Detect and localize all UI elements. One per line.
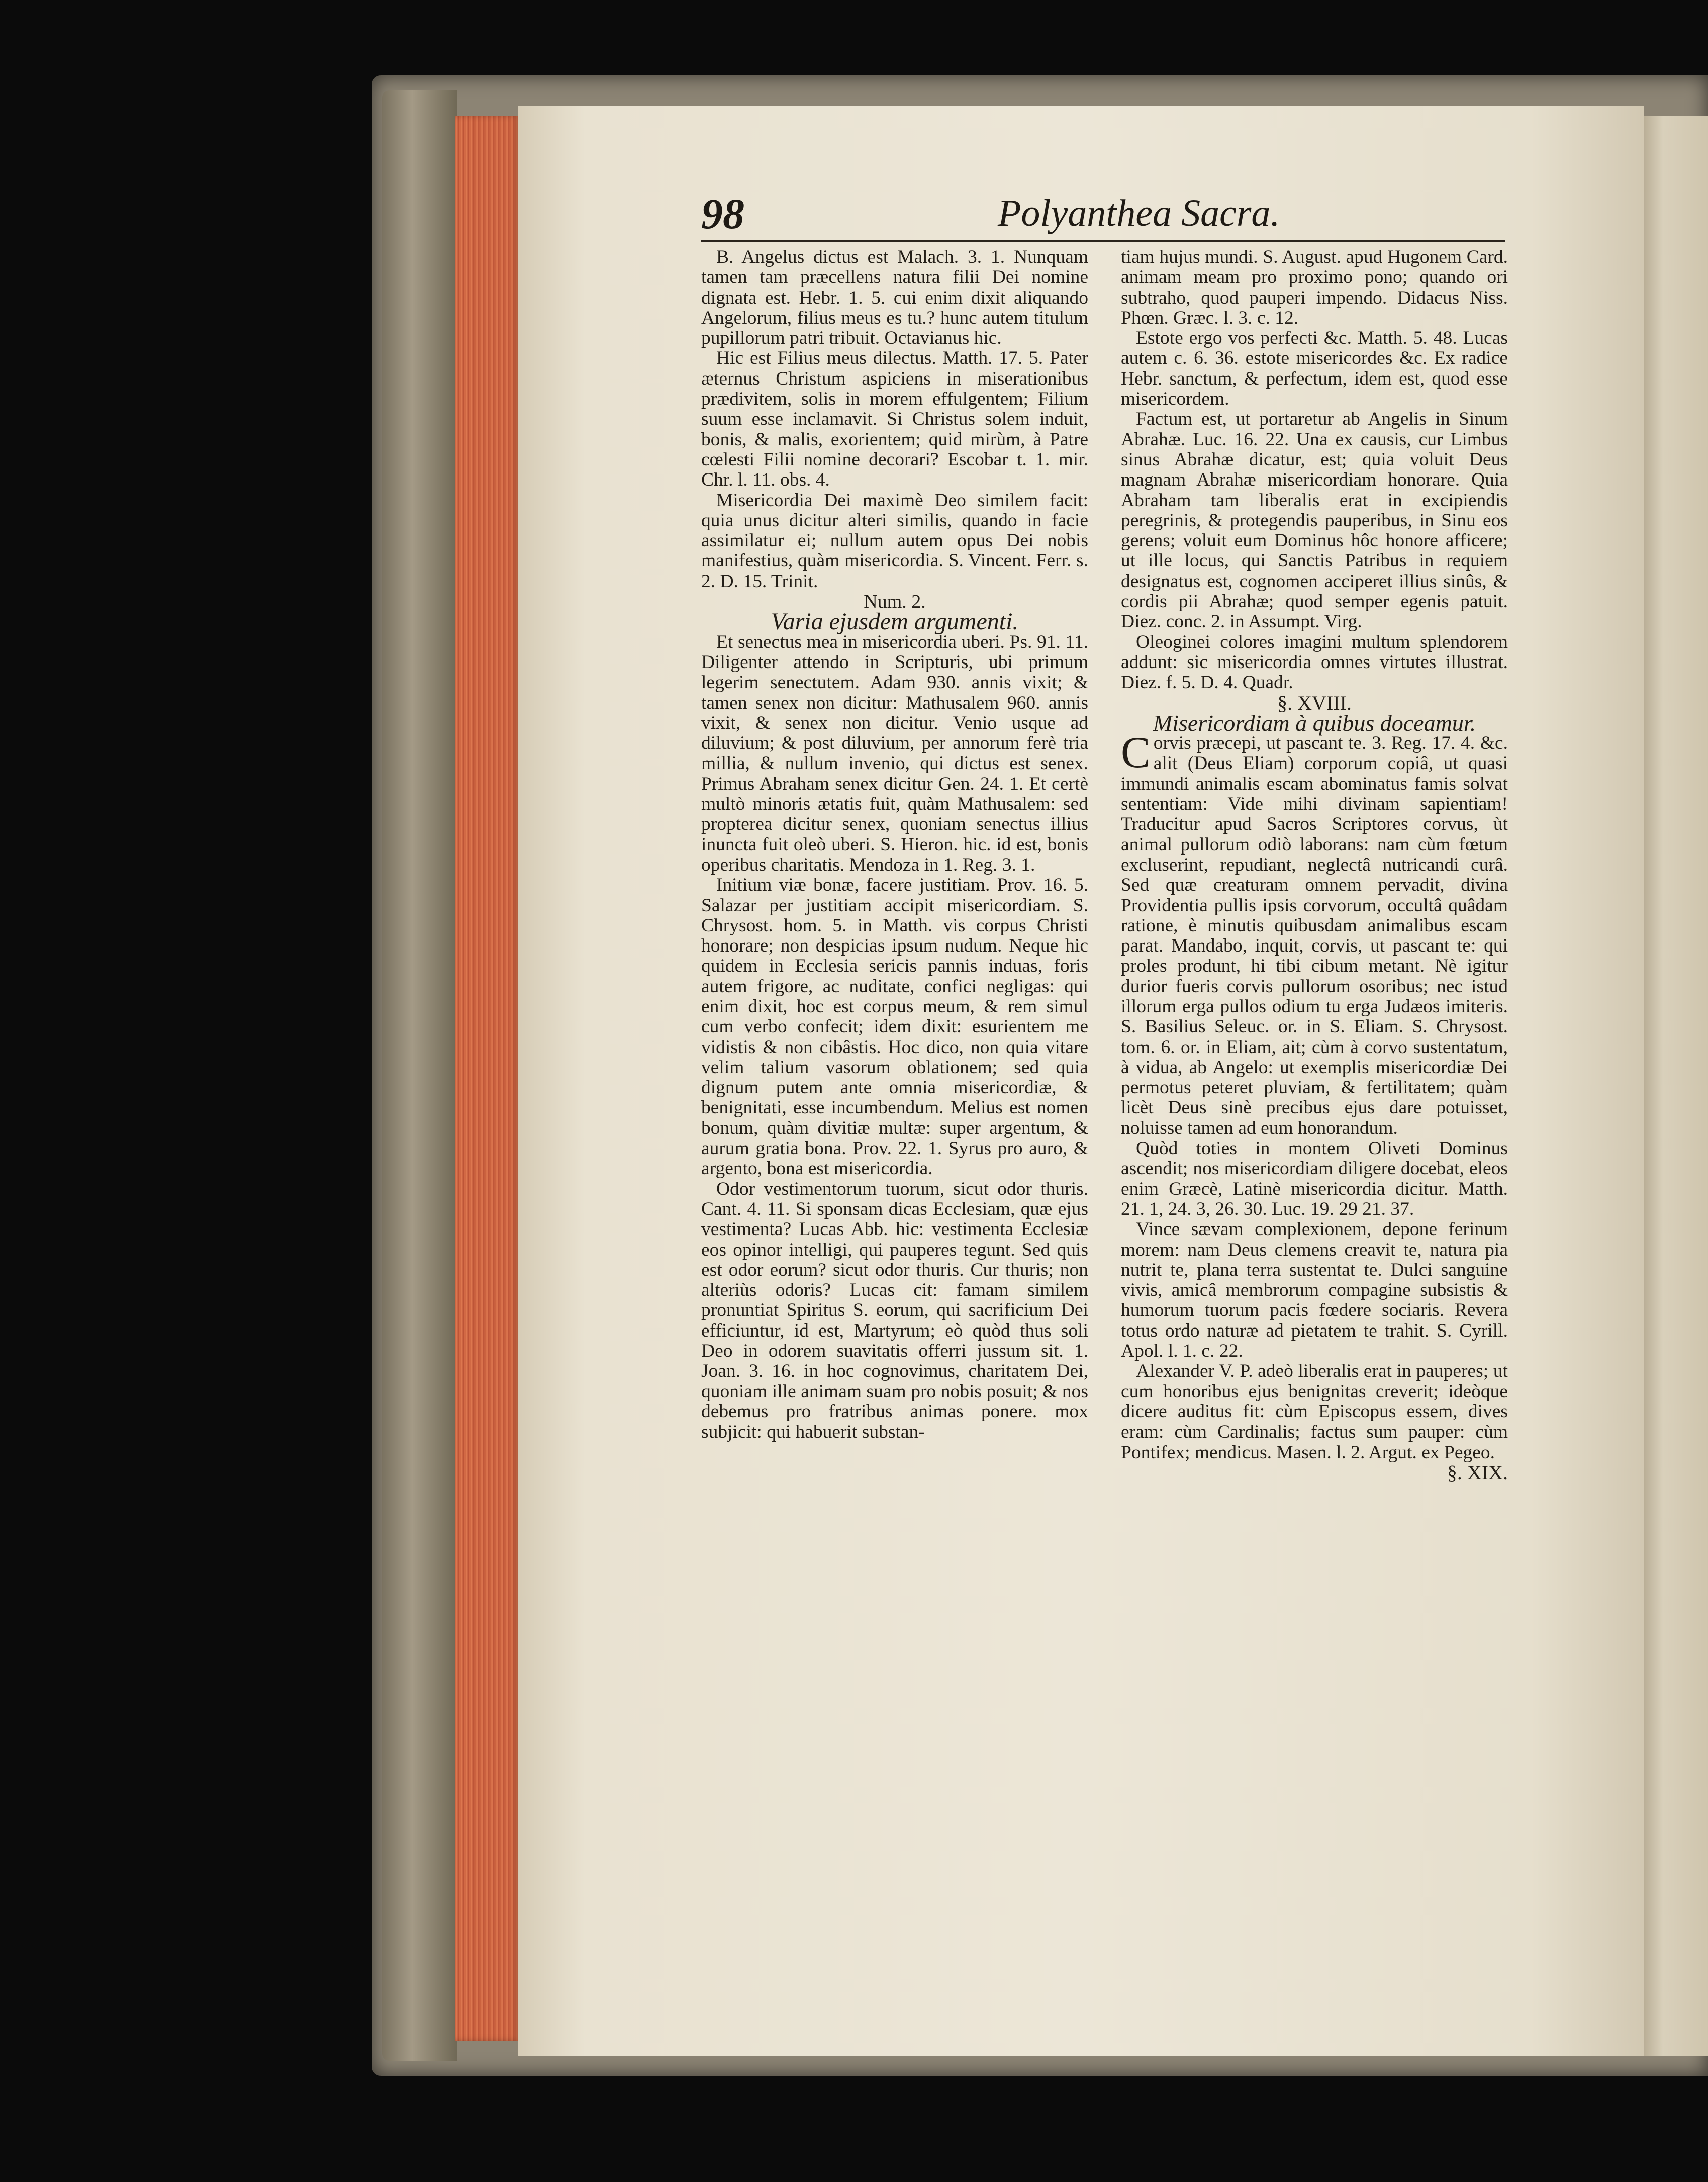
catchword: §. XIX.: [1447, 1461, 1508, 1484]
header-rule: [701, 240, 1505, 242]
section-title: Misericordiam à quibus doceamur.: [1153, 710, 1476, 736]
running-title: Polyanthea Sacra.: [998, 192, 1280, 234]
section-title: Varia ejusdem argumenti.: [771, 608, 1019, 635]
num-heading: Num. 2.: [864, 591, 926, 613]
paragraph: Initium viæ bonæ, facere justitiam. Prov. 16. 5. Salazar per justitiam accipit misericordiam. S. Chrysost. hom. 5. in Matth. vis corpus Christi honorare; non despicias ipsum nudum. Neque hic quidem in Ecclesia sericis pannis induas, foris autem frigore, ac nuditate, confici negligas: qui enim dixit, hoc est corpus meum, & rem simul cum verbo confecit; idem dixit: esurientem me vidistis & non cibâstis. Hoc dico, non quia vitare velim talium vasorum oblationem; sed quia dignum putem ante omnia misericordiæ, & benignitati, esse incumbendum. Melius est nomen bonum, quàm divitiæ multæ: super argentum, & aurum gratia bona. Prov. 22. 1. Syrus pro auro, & argento, bona est misericordia.: [701, 875, 1088, 1179]
book-cover-edge: [382, 90, 457, 2061]
section-number: §. XVIII.: [1277, 691, 1352, 714]
paragraph: Et senectus mea in misericordia uberi. Ps. 91. 11. Diligenter attendo in Scripturis, ubi primum legerim senectutem. Adam 930. annis vixit; & tamen senex non dicitur: Mathusalem 960. annis vixit, & senex non dicitur. Venio usque ad diluvium; & post diluvium, per annorum ferè tria millia, & nullum invenio, qui dictus est senex. Primus Abraham senex dicitur Gen. 24. 1. Et certè multò minoris ætatis fuit, quàm Mathusalem: sed propterea dicitur senex, quoniam senectus illius inuncta fuit oleò uberi. S. Hieron. hic. id est, bonis operibus charitatis. Mendoza in 1. Reg. 3. 1.: [701, 631, 1088, 875]
paragraph: Quòd toties in montem Oliveti Dominus ascendit; nos misericordiam diligere docebat, eleos enim Græcè, Latinè misericordia dicitur. Matth. 21. 1, 24. 3, 26. 30. Luc. 19. 29 21. 37.: [1121, 1138, 1508, 1219]
paragraph: Estote ergo vos perfecti &c. Matth. 5. 48. Lucas autem c. 6. 36. estote misericordes &c. Ex radice Hebr. sanctum, & perfectum, idem est, quod esse misericordem.: [1121, 328, 1508, 410]
facing-page-edge: [1644, 116, 1708, 2056]
paragraph: Oleoginei colores imagini multum splendorem addunt: sic misericordia omnes virtutes illustrat. Diez. f. 5. D. 4. Quadr.: [1121, 631, 1508, 693]
red-page-edges: [455, 116, 520, 2041]
left-column: [701, 247, 1088, 1443]
paragraph: B. Angelus dictus est Malach. 3. 1. Nunquam tamen tam præcellens natura filii Dei nomine dignata est. Hebr. 1. 5. cui enim dixit aliquando Angelorum, filius meus es tu.? hunc autem titulum pupillorum patri tribuit. Octavianus hic.: [701, 247, 1088, 349]
drop-cap: C: [1121, 728, 1151, 778]
paragraph: tiam hujus mundi. S. August. apud Hugonem Card. animam meam pro proximo pono; quando ori subtraho, quod pauperi impendo. Didacus Niss. Phœn. Græc. l. 3. c. 12.: [1121, 247, 1508, 328]
right-column: [1121, 247, 1508, 1483]
paragraph: Factum est, ut portaretur ab Angelis in Sinum Abrahæ. Luc. 16. 22. Una ex causis, cur Limbus sinus Abrahæ dicatur, est; quia voluit Deus magnam Abrahæ misericordiam honorare. Quia Abraham tam liberalis erat in excipiendis peregrinis, & protegendis pauperibus, in Sinu eos gerens; voluit eum Dominus hôc honore afficere; ut ille locus, qui Sanctis Patribus in requiem designatus est, cognomen acciperet illius sinûs, & cordis pii Abrahæ; quod semper egenis patuit. Diez. conc. 2. in Assumpt. Virg.: [1121, 409, 1508, 632]
page-header: [701, 188, 1505, 244]
paragraph: Odor vestimentorum tuorum, sicut odor thuris. Cant. 4. 11. Si sponsam dicas Ecclesiam, quæ ejus vestimenta? Lucas Abb. hic: vestimenta Ecclesiæ eos opinor intelligi, qui pauperes tegunt. Sed quis est odor eorum? sicut odor thuris. Cur thuris; non alteriùs odoris? Lucas cit: famam similem pronuntiat Spiritus S. eorum, qui sacrificium Dei efficiuntur, id est, Martyrum; eò quòd thus soli Deo in odorem suavitatis offerri jussum sit. 1. Joan. 3. 16. in hoc cognovimus, charitatem Dei, quoniam ille animam suam pro nobis posuit; & nos debemus pro fratribus animas ponere. mox subjicit: qui habuerit substan-: [701, 1178, 1088, 1443]
paragraph: Hic est Filius meus dilectus. Matth. 17. 5. Pater æternus Christum aspiciens in miserationibus prædivitem, solis in morem effulgentem; Filium suum esse inclamavit. Si Christus solem induit, bonis, & malis, exorientem; quid mirùm, à Patre cœlesti Filii nomine decorari? Escobar t. 1. mir. Chr. l. 11. obs. 4.: [701, 348, 1088, 491]
paragraph: [1121, 728, 1508, 1139]
paragraph: Alexander V. P. adeò liberalis erat in pauperes; ut cum honoribus ejus benignitas creverit; ideòque dicere auditus fit: cùm Episcopus essem, dives eram: cùm Cardinalis; factus sum pauper: cùm Pontifex; mendicus. Masen. l. 2. Argut. ex Pegeo.: [1121, 1361, 1508, 1463]
paragraph-text: orvis præcepi, ut pascant te. 3. Reg. 17. 4. &c. alit (Deus Eliam) corporum copiâ, ut quasi immundi animalis escam abominatus famis solvat sententiam: Vide mihi divinam sapientiam! Traducitur apud Sacros Scriptores corvus, ùt animal pullorum odiò laborans: nam cùm fœtum excluserint, repudiant, neglectâ nutricandi curâ. Sed quæ creaturam omnem pervadit, divina Providentia pullis ipsis corvorum, occultâ quâdam ratione, è minutis quibusdam animalibus escam parat. Mandabo, inquit, corvis, ut pascant te: qui proles produnt, hi tibi cibum metant. Nè igitur durior fueris corvis pullorum osoribus; nec istud illorum erga pullos odium tu erga Judæos imiteris. S. Basilius Seleuc. or. in S. Eliam. S. Chrysost. tom. 6. or. in Eliam, ait; cùm à corvo sustentatum, à vidua, ab Angelo: ut exemplis misericordiæ Dei permotus peteret pluviam, & fertilitatem; quàm licèt Deus sinè precibus ejus dare potuisset, noluisse tamen ad eum honorandum.: [1121, 733, 1508, 1139]
paragraph: Misericordia Dei maximè Deo similem facit: quia unus dicitur alteri similis, quando in facie assimilatur ei; nullum autem opus Dei nobis manifestius, quàm misericordia. S. Vincent. Ferr. s. 2. D. 15. Trinit.: [701, 490, 1088, 592]
paragraph: Vince sævam complexionem, depone ferinum morem: nam Deus clemens creavit te, natura pia nutrit te, plana terra sustentat te. Dulci sanguine vivis, amicâ membrorum compagine subsistis & humorum tuorum pacis fœdere sociaris. Revera totus ordo naturæ ad pietatem te trahit. S. Cyrill. Apol. l. 1. c. 22.: [1121, 1219, 1508, 1362]
page-number: 98: [701, 189, 744, 238]
